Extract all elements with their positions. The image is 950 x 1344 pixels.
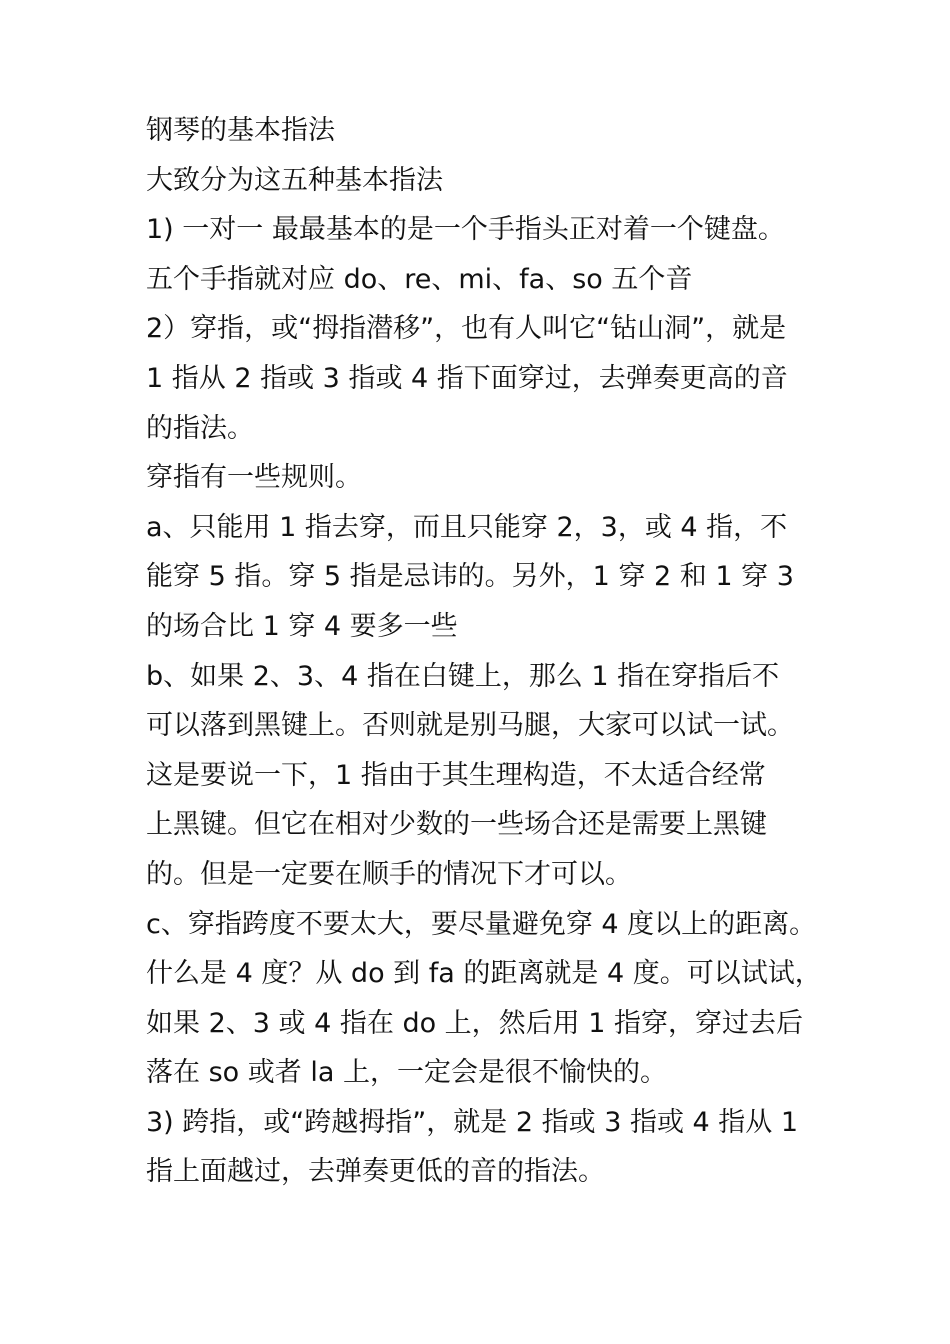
text-line: 2）穿指，或“拇指潜移”，也有人叫它“钻山洞”，就是 — [146, 313, 787, 345]
document-title: 钢琴的基本指法 — [146, 115, 335, 146]
text-line: 如果 2、3 或 4 指在 do 上，然后用 1 指穿，穿过去后 — [146, 1007, 804, 1039]
text-line: 落在 so 或者 la 上，一定会是很不愉快的。 — [146, 1057, 667, 1089]
text-line: 的。但是一定要在顺手的情况下才可以。 — [146, 858, 632, 890]
text-line: 能穿 5 指。穿 5 指是忌讳的。另外，1 穿 2 和 1 穿 3 — [146, 561, 794, 593]
text-line: 1 指从 2 指或 3 指或 4 指下面穿过，去弹奏更高的音 — [146, 362, 788, 394]
text-line: 上黑键。但它在相对少数的一些场合还是需要上黑键 — [146, 809, 767, 841]
text-line: 3) 跨指，或“跨越拇指”，就是 2 指或 3 指或 4 指从 1 — [146, 1106, 799, 1138]
text-line: 大致分为这五种基本指法 — [146, 164, 443, 196]
text-line: 这是要说一下，1 指由于其生理构造，不太适合经常 — [146, 759, 766, 791]
text-line: 的场合比 1 穿 4 要多一些 — [146, 610, 458, 642]
text-line: 什么是 4 度？从 do 到 fa 的距离就是 4 度。可以试试， — [146, 958, 822, 990]
text-line: a、只能用 1 指去穿，而且只能穿 2，3，或 4 指，不 — [146, 511, 788, 543]
text-line: 的指法。 — [146, 412, 254, 444]
document-body — [146, 106, 836, 1197]
text-line: 穿指有一些规则。 — [146, 462, 362, 494]
text-line: 可以落到黑键上。否则就是别马腿，大家可以试一试。 — [146, 710, 794, 742]
text-line: 指上面越过，去弹奏更低的音的指法。 — [146, 1156, 605, 1188]
text-line: 五个手指就对应 do、re、mi、fa、so 五个音 — [146, 263, 693, 295]
text-line: c、穿指跨度不要太大，要尽量避免穿 4 度以上的距离。 — [146, 908, 817, 940]
text-line: b、如果 2、3、4 指在白键上，那么 1 指在穿指后不 — [146, 660, 780, 692]
text-line: 1) 一对一 最最基本的是一个手指头正对着一个键盘。 — [146, 214, 785, 246]
